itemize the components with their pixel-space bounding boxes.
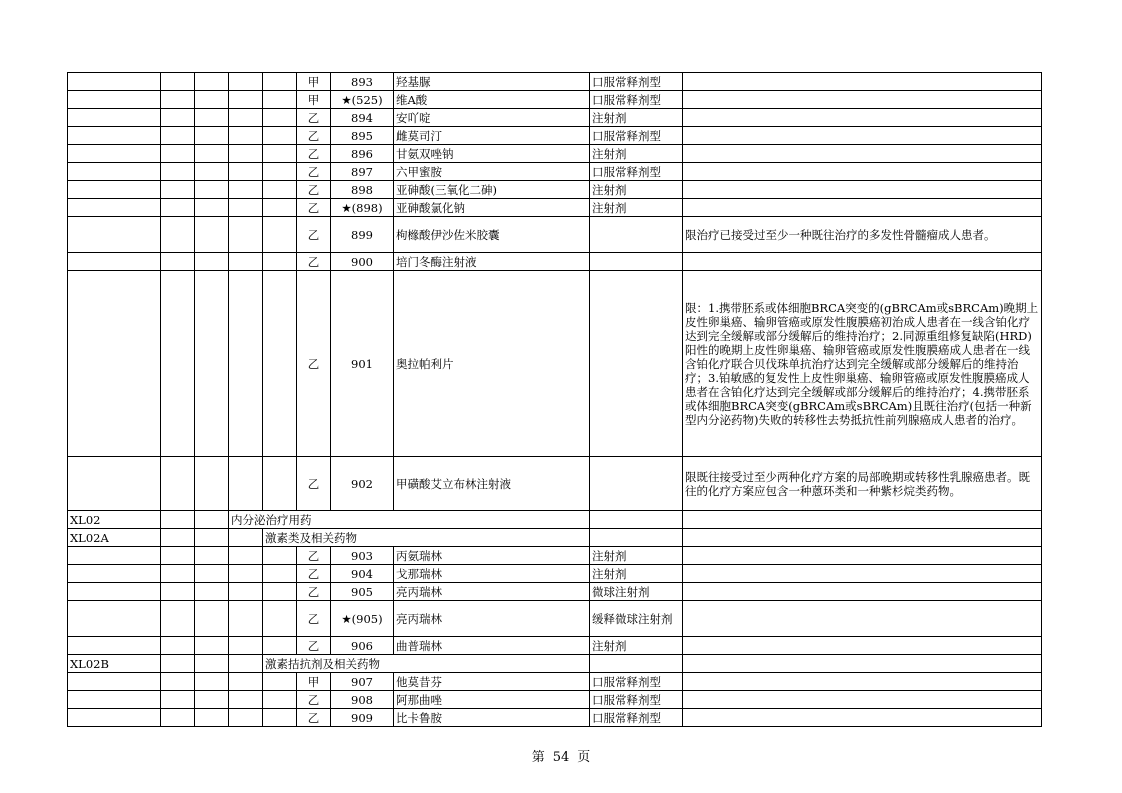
drug-name: 比卡鲁胺 <box>394 709 590 727</box>
empty-cell <box>161 673 195 691</box>
dosage-form: 口服常释剂型 <box>590 691 683 709</box>
empty-cell <box>161 601 195 637</box>
dosage-form <box>590 217 683 253</box>
drug-name: 维A酸 <box>394 91 590 109</box>
empty-cell <box>590 529 683 547</box>
dosage-form: 口服常释剂型 <box>590 91 683 109</box>
empty-cell <box>263 109 297 127</box>
empty-cell <box>161 91 195 109</box>
empty-cell <box>195 673 229 691</box>
empty-cell <box>195 655 229 673</box>
drug-remark <box>683 199 1042 217</box>
empty-cell <box>68 127 161 145</box>
drug-row <box>68 199 1042 217</box>
empty-cell <box>229 565 263 583</box>
drug-number: ★(525) <box>331 91 394 109</box>
empty-cell <box>195 271 229 457</box>
empty-cell <box>195 637 229 655</box>
drug-row <box>68 673 1042 691</box>
drug-row <box>68 565 1042 583</box>
drug-name: 甲磺酸艾立布林注射液 <box>394 457 590 511</box>
empty-cell <box>161 547 195 565</box>
drug-number: ★(905) <box>331 601 394 637</box>
drug-row <box>68 163 1042 181</box>
drug-remark <box>683 253 1042 271</box>
dosage-form: 注射剂 <box>590 637 683 655</box>
category-title: 激素拮抗剂及相关药物 <box>263 655 590 673</box>
page-number: 54 <box>552 750 570 765</box>
empty-cell <box>263 457 297 511</box>
drug-grade: 乙 <box>297 691 331 709</box>
empty-cell <box>195 109 229 127</box>
category-code: XL02 <box>68 511 161 529</box>
empty-cell <box>161 181 195 199</box>
empty-cell <box>229 583 263 601</box>
dosage-form <box>590 457 683 511</box>
empty-cell <box>263 217 297 253</box>
empty-cell <box>68 145 161 163</box>
empty-cell <box>263 181 297 199</box>
empty-cell <box>229 637 263 655</box>
drug-name: 奥拉帕利片 <box>394 271 590 457</box>
drug-grade: 乙 <box>297 217 331 253</box>
empty-cell <box>590 655 683 673</box>
drug-remark <box>683 709 1042 727</box>
drug-name: 枸橼酸伊沙佐米胶囊 <box>394 217 590 253</box>
empty-cell <box>263 547 297 565</box>
drug-grade: 甲 <box>297 673 331 691</box>
drug-remark <box>683 691 1042 709</box>
drug-name: 六甲蜜胺 <box>394 163 590 181</box>
drug-row <box>68 145 1042 163</box>
empty-cell <box>263 601 297 637</box>
drug-name: 阿那曲唑 <box>394 691 590 709</box>
category-row <box>68 655 1042 673</box>
drug-name: 他莫昔芬 <box>394 673 590 691</box>
drug-remark <box>683 91 1042 109</box>
drug-grade: 乙 <box>297 163 331 181</box>
empty-cell <box>161 73 195 91</box>
dosage-form: 注射剂 <box>590 181 683 199</box>
drug-grade: 乙 <box>297 583 331 601</box>
empty-cell <box>68 565 161 583</box>
drug-list-table <box>67 72 1042 727</box>
drug-number: 904 <box>331 565 394 583</box>
drug-row <box>68 73 1042 91</box>
drug-grade: 乙 <box>297 181 331 199</box>
drug-name: 亚砷酸氯化钠 <box>394 199 590 217</box>
page-prefix: 第 <box>531 750 545 765</box>
drug-row <box>68 271 1042 457</box>
empty-cell <box>683 529 1042 547</box>
empty-cell <box>161 709 195 727</box>
drug-remark <box>683 547 1042 565</box>
empty-cell <box>68 691 161 709</box>
category-row <box>68 511 1042 529</box>
category-code: XL02A <box>68 529 161 547</box>
empty-cell <box>263 583 297 601</box>
empty-cell <box>161 457 195 511</box>
empty-cell <box>195 457 229 511</box>
empty-cell <box>161 217 195 253</box>
empty-cell <box>161 511 195 529</box>
empty-cell <box>263 127 297 145</box>
empty-cell <box>195 181 229 199</box>
empty-cell <box>195 91 229 109</box>
drug-remark <box>683 127 1042 145</box>
drug-number: 905 <box>331 583 394 601</box>
empty-cell <box>263 163 297 181</box>
empty-cell <box>263 709 297 727</box>
dosage-form: 口服常释剂型 <box>590 709 683 727</box>
drug-number: 909 <box>331 709 394 727</box>
empty-cell <box>229 691 263 709</box>
empty-cell <box>68 547 161 565</box>
drug-row <box>68 601 1042 637</box>
empty-cell <box>68 637 161 655</box>
drug-name: 亮丙瑞林 <box>394 601 590 637</box>
page-footer <box>0 746 1122 765</box>
empty-cell <box>195 73 229 91</box>
drug-number: ★(898) <box>331 199 394 217</box>
drug-name: 培门冬酶注射液 <box>394 253 590 271</box>
empty-cell <box>68 181 161 199</box>
empty-cell <box>161 691 195 709</box>
empty-cell <box>683 655 1042 673</box>
drug-name: 亮丙瑞林 <box>394 583 590 601</box>
empty-cell <box>263 145 297 163</box>
drug-remark <box>683 565 1042 583</box>
empty-cell <box>229 709 263 727</box>
empty-cell <box>195 565 229 583</box>
drug-remark <box>683 109 1042 127</box>
drug-number: 897 <box>331 163 394 181</box>
drug-number: 902 <box>331 457 394 511</box>
empty-cell <box>683 511 1042 529</box>
empty-cell <box>195 547 229 565</box>
dosage-form: 口服常释剂型 <box>590 73 683 91</box>
empty-cell <box>229 91 263 109</box>
drug-number: 899 <box>331 217 394 253</box>
dosage-form: 注射剂 <box>590 109 683 127</box>
drug-name: 雌莫司汀 <box>394 127 590 145</box>
drug-number: 894 <box>331 109 394 127</box>
drug-remark <box>683 637 1042 655</box>
drug-row <box>68 217 1042 253</box>
empty-cell <box>195 529 229 547</box>
empty-cell <box>229 73 263 91</box>
empty-cell <box>229 163 263 181</box>
drug-remark <box>683 181 1042 199</box>
dosage-form: 注射剂 <box>590 547 683 565</box>
drug-name: 曲普瑞林 <box>394 637 590 655</box>
dosage-form <box>590 253 683 271</box>
empty-cell <box>229 199 263 217</box>
drug-grade: 乙 <box>297 145 331 163</box>
empty-cell <box>263 673 297 691</box>
dosage-form: 口服常释剂型 <box>590 163 683 181</box>
drug-grade: 乙 <box>297 199 331 217</box>
empty-cell <box>263 691 297 709</box>
drug-row <box>68 181 1042 199</box>
empty-cell <box>161 637 195 655</box>
empty-cell <box>68 457 161 511</box>
empty-cell <box>195 511 229 529</box>
empty-cell <box>195 253 229 271</box>
empty-cell <box>195 127 229 145</box>
drug-grade: 乙 <box>297 547 331 565</box>
dosage-form: 注射剂 <box>590 565 683 583</box>
empty-cell <box>590 511 683 529</box>
empty-cell <box>68 217 161 253</box>
empty-cell <box>68 109 161 127</box>
empty-cell <box>195 145 229 163</box>
drug-row <box>68 253 1042 271</box>
drug-remark: 限既往接受过至少两种化疗方案的局部晚期或转移性乳腺癌患者。既往的化疗方案应包含一种蒽环类和一种紫杉烷类药物。 <box>683 457 1042 511</box>
empty-cell <box>195 583 229 601</box>
drug-remark <box>683 601 1042 637</box>
drug-grade: 甲 <box>297 73 331 91</box>
drug-remark: 限：1.携带胚系或体细胞BRCA突变的(gBRCAm或sBRCAm)晚期上皮性卵巢癌、输卵管癌或原发性腹膜癌初治成人患者在一线含铂化疗达到完全缓解或部分缓解后的维持治疗；2.同源重组修复缺陷(HRD)阳性的晚期上皮性卵巢癌、输卵管癌或原发性腹膜癌成人患者在一线含铂化疗联合贝伐珠单抗治疗达到完全缓解或部分缓解后的维持治疗；3.铂敏感的复发性上皮性卵巢癌、输卵管癌或原发性腹膜癌成人患者在含铂化疗达到完全缓解或部分缓解后的维持治疗；4.携带胚系或体细胞BRCA突变(gBRCAm或sBRCAm)且既往治疗(包括一种新型内分泌药物)失败的转移性去势抵抗性前列腺癌成人患者的治疗。 <box>683 271 1042 457</box>
dosage-form: 缓释微球注射剂 <box>590 601 683 637</box>
drug-grade: 乙 <box>297 253 331 271</box>
drug-number: 893 <box>331 73 394 91</box>
drug-name: 丙氨瑞林 <box>394 547 590 565</box>
drug-number: 907 <box>331 673 394 691</box>
empty-cell <box>263 253 297 271</box>
drug-number: 898 <box>331 181 394 199</box>
empty-cell <box>161 253 195 271</box>
empty-cell <box>263 199 297 217</box>
empty-cell <box>229 145 263 163</box>
empty-cell <box>161 565 195 583</box>
drug-row <box>68 709 1042 727</box>
drug-remark <box>683 145 1042 163</box>
empty-cell <box>263 637 297 655</box>
empty-cell <box>263 73 297 91</box>
drug-row <box>68 91 1042 109</box>
empty-cell <box>229 127 263 145</box>
drug-grade: 乙 <box>297 109 331 127</box>
drug-row <box>68 457 1042 511</box>
drug-number: 903 <box>331 547 394 565</box>
drug-row <box>68 127 1042 145</box>
drug-grade: 乙 <box>297 457 331 511</box>
empty-cell <box>68 601 161 637</box>
page-suffix: 页 <box>577 750 591 765</box>
empty-cell <box>229 181 263 199</box>
drug-row <box>68 109 1042 127</box>
drug-grade: 乙 <box>297 271 331 457</box>
empty-cell <box>161 655 195 673</box>
dosage-form: 微球注射剂 <box>590 583 683 601</box>
empty-cell <box>161 583 195 601</box>
empty-cell <box>195 601 229 637</box>
dosage-form: 注射剂 <box>590 199 683 217</box>
drug-row <box>68 583 1042 601</box>
empty-cell <box>68 271 161 457</box>
drug-remark <box>683 73 1042 91</box>
empty-cell <box>263 271 297 457</box>
drug-number: 901 <box>331 271 394 457</box>
drug-number: 900 <box>331 253 394 271</box>
dosage-form <box>590 271 683 457</box>
empty-cell <box>68 253 161 271</box>
empty-cell <box>229 271 263 457</box>
drug-grade: 乙 <box>297 709 331 727</box>
empty-cell <box>68 73 161 91</box>
empty-cell <box>161 127 195 145</box>
category-title: 内分泌治疗用药 <box>229 511 590 529</box>
empty-cell <box>229 217 263 253</box>
drug-grade: 乙 <box>297 565 331 583</box>
empty-cell <box>68 163 161 181</box>
drug-remark <box>683 583 1042 601</box>
empty-cell <box>161 529 195 547</box>
drug-number: 896 <box>331 145 394 163</box>
drug-list-body <box>68 73 1042 727</box>
empty-cell <box>161 109 195 127</box>
drug-number: 908 <box>331 691 394 709</box>
drug-grade: 甲 <box>297 91 331 109</box>
drug-name: 戈那瑞林 <box>394 565 590 583</box>
empty-cell <box>229 109 263 127</box>
empty-cell <box>229 253 263 271</box>
empty-cell <box>229 655 263 673</box>
empty-cell <box>229 547 263 565</box>
drug-grade: 乙 <box>297 637 331 655</box>
empty-cell <box>263 91 297 109</box>
dosage-form: 口服常释剂型 <box>590 673 683 691</box>
category-code: XL02B <box>68 655 161 673</box>
dosage-form: 注射剂 <box>590 145 683 163</box>
drug-name: 羟基脲 <box>394 73 590 91</box>
empty-cell <box>68 199 161 217</box>
empty-cell <box>68 583 161 601</box>
empty-cell <box>161 271 195 457</box>
empty-cell <box>229 529 263 547</box>
empty-cell <box>229 457 263 511</box>
empty-cell <box>68 709 161 727</box>
drug-remark: 限治疗已接受过至少一种既往治疗的多发性骨髓瘤成人患者。 <box>683 217 1042 253</box>
category-title: 激素类及相关药物 <box>263 529 590 547</box>
drug-remark <box>683 163 1042 181</box>
empty-cell <box>161 199 195 217</box>
empty-cell <box>229 601 263 637</box>
drug-number: 895 <box>331 127 394 145</box>
empty-cell <box>195 217 229 253</box>
empty-cell <box>195 199 229 217</box>
empty-cell <box>195 709 229 727</box>
drug-name: 安吖啶 <box>394 109 590 127</box>
empty-cell <box>161 163 195 181</box>
empty-cell <box>68 91 161 109</box>
empty-cell <box>229 673 263 691</box>
drug-name: 亚砷酸(三氧化二砷) <box>394 181 590 199</box>
drug-grade: 乙 <box>297 127 331 145</box>
drug-grade: 乙 <box>297 601 331 637</box>
empty-cell <box>195 163 229 181</box>
category-row <box>68 529 1042 547</box>
drug-number: 906 <box>331 637 394 655</box>
drug-row <box>68 637 1042 655</box>
empty-cell <box>68 673 161 691</box>
drug-remark <box>683 673 1042 691</box>
drug-name: 甘氨双唑钠 <box>394 145 590 163</box>
empty-cell <box>263 565 297 583</box>
dosage-form: 口服常释剂型 <box>590 127 683 145</box>
empty-cell <box>195 691 229 709</box>
drug-row <box>68 691 1042 709</box>
drug-row <box>68 547 1042 565</box>
empty-cell <box>161 145 195 163</box>
